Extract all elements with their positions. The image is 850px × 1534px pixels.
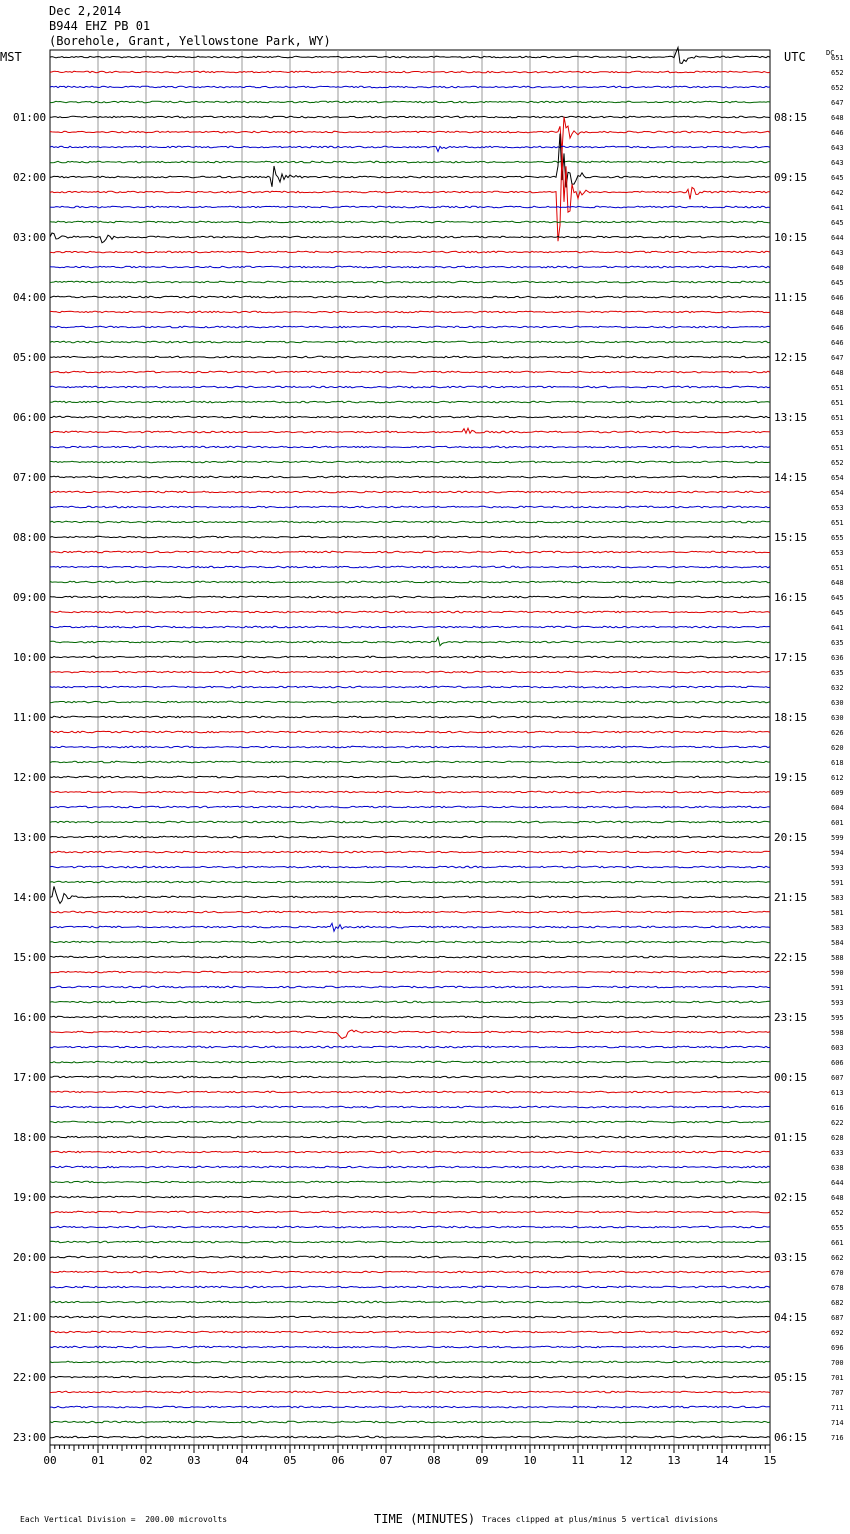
trace-line — [50, 971, 770, 973]
dc-offset-label: 652 — [831, 69, 844, 77]
trace-line — [50, 1316, 770, 1318]
trace-line — [50, 956, 770, 958]
mst-hour-label: 20:00 — [13, 1251, 47, 1264]
dc-offset-label: 701 — [831, 1374, 844, 1382]
mst-hour-label: 19:00 — [13, 1191, 47, 1204]
dc-offset-label: 653 — [831, 504, 844, 512]
trace-line — [50, 761, 770, 763]
dc-offset-label: 682 — [831, 1299, 844, 1307]
mst-hour-label: 06:00 — [13, 411, 47, 424]
trace-line — [50, 296, 770, 298]
trace-line — [50, 836, 770, 838]
trace-line — [50, 521, 770, 523]
dc-offset-label: 601 — [831, 819, 844, 827]
trace-line — [50, 476, 770, 478]
trace-line — [50, 596, 770, 598]
dc-offset-label: 645 — [831, 174, 844, 182]
trace-line — [50, 536, 770, 538]
trace-line — [50, 637, 770, 646]
mst-hour-label: 12:00 — [13, 771, 47, 784]
trace-line — [50, 1346, 770, 1348]
trace-line — [50, 281, 770, 283]
utc-hour-label: 04:15 — [774, 1311, 808, 1324]
trace-line — [50, 986, 770, 988]
trace-line — [50, 1211, 770, 1213]
trace-line — [50, 134, 770, 188]
dc-offset-label: 651 — [831, 399, 844, 407]
dc-offset-label: 603 — [831, 1044, 844, 1052]
trace-line — [50, 356, 770, 358]
dc-offset-label: 635 — [831, 669, 844, 677]
header-location: (Borehole, Grant, Yellowstone Park, WY) — [49, 34, 331, 48]
dc-offset-label: 692 — [831, 1329, 844, 1337]
mst-hour-label: 14:00 — [13, 891, 47, 904]
utc-hour-label: 05:15 — [774, 1371, 808, 1384]
dc-offset-label: 591 — [831, 879, 844, 887]
dc-offset-label: 644 — [831, 234, 844, 242]
trace-line — [50, 206, 770, 208]
dc-offset-label: 645 — [831, 279, 844, 287]
mst-hour-label: 16:00 — [13, 1011, 47, 1024]
dc-offset-label: 648 — [831, 309, 844, 317]
trace-line — [50, 866, 770, 868]
trace-line — [50, 776, 770, 778]
trace-line — [50, 233, 770, 243]
dc-offset-label: 647 — [831, 354, 844, 362]
dc-offset-label: 643 — [831, 144, 844, 152]
dc-offset-label: 652 — [831, 84, 844, 92]
dc-offset-label: 630 — [831, 714, 844, 722]
utc-hour-label: 21:15 — [774, 891, 808, 904]
dc-offset-label: 641 — [831, 204, 844, 212]
dc-offset-label: 651 — [831, 384, 844, 392]
dc-offset-label: 584 — [831, 939, 844, 947]
trace-line — [50, 1226, 770, 1228]
trace-line — [50, 1301, 770, 1303]
trace-line — [50, 806, 770, 808]
trace-line — [50, 311, 770, 313]
dc-offset-label: 598 — [831, 1029, 844, 1037]
x-tick-label: 01 — [91, 1454, 105, 1467]
dc-offset-label: 711 — [831, 1404, 844, 1412]
dc-offset-label: 628 — [831, 1134, 844, 1142]
dc-offset-label: 594 — [831, 849, 844, 857]
trace-line — [50, 686, 770, 688]
dc-offset-label: 613 — [831, 1089, 844, 1097]
trace-line — [50, 1406, 770, 1408]
dc-offset-label: 595 — [831, 1014, 844, 1022]
left-timezone-label: MST — [0, 50, 22, 64]
dc-offset-label: 700 — [831, 1359, 844, 1367]
dc-offset-label: 612 — [831, 774, 844, 782]
trace-line — [50, 326, 770, 328]
dc-offset-label: 646 — [831, 129, 844, 137]
mst-hour-label: 08:00 — [13, 531, 47, 544]
trace-line — [50, 923, 770, 931]
trace-line — [50, 161, 770, 163]
trace-line — [50, 1001, 770, 1003]
x-tick-label: 07 — [379, 1454, 393, 1467]
trace-line — [50, 886, 770, 903]
trace-line — [50, 791, 770, 793]
dc-offset-label: 662 — [831, 1254, 844, 1262]
trace-line — [50, 1436, 770, 1438]
x-tick-label: 04 — [235, 1454, 249, 1467]
mst-hour-label: 17:00 — [13, 1071, 47, 1084]
trace-line — [50, 626, 770, 628]
trace-line — [50, 101, 770, 103]
dc-offset-label: 638 — [831, 1164, 844, 1172]
trace-line — [50, 266, 770, 268]
trace-line — [50, 1331, 770, 1333]
trace-line — [50, 1016, 770, 1018]
dc-offset-label: 641 — [831, 624, 844, 632]
trace-line — [50, 1061, 770, 1063]
trace-line — [50, 1361, 770, 1363]
dc-offset-label: 590 — [831, 969, 844, 977]
dc-offset-label: 653 — [831, 549, 844, 557]
mst-hour-label: 01:00 — [13, 111, 47, 124]
dc-offset-label: 655 — [831, 1224, 844, 1232]
utc-hour-label: 09:15 — [774, 171, 808, 184]
scale-note: Each Vertical Division = 200.00 microvolts — [20, 1515, 228, 1524]
trace-line — [50, 1286, 770, 1288]
dc-offset-label: 687 — [831, 1314, 844, 1322]
utc-hour-label: 02:15 — [774, 1191, 808, 1204]
trace-line — [50, 701, 770, 703]
utc-hour-label: 15:15 — [774, 531, 808, 544]
dc-label: DC — [826, 49, 835, 57]
dc-offset-label: 635 — [831, 639, 844, 647]
trace-line — [50, 1121, 770, 1123]
mst-hour-label: 23:00 — [13, 1431, 47, 1444]
dc-offset-label: 607 — [831, 1074, 844, 1082]
trace-line — [50, 911, 770, 913]
dc-offset-label: 583 — [831, 894, 844, 902]
trace-line — [50, 146, 770, 151]
x-tick-label: 12 — [619, 1454, 633, 1467]
x-tick-label: 10 — [523, 1454, 537, 1467]
trace-line — [50, 1166, 770, 1168]
trace-line — [50, 851, 770, 853]
dc-offset-label: 591 — [831, 984, 844, 992]
utc-hour-label: 14:15 — [774, 471, 808, 484]
trace-line — [50, 386, 770, 388]
utc-hour-label: 11:15 — [774, 291, 808, 304]
x-tick-label: 03 — [187, 1454, 201, 1467]
trace-line — [50, 401, 770, 403]
mst-hour-label: 09:00 — [13, 591, 47, 604]
dc-offset-label: 609 — [831, 789, 844, 797]
dc-offset-label: 633 — [831, 1149, 844, 1157]
trace-line — [50, 1256, 770, 1258]
dc-offset-label: 583 — [831, 924, 844, 932]
mst-hour-label: 04:00 — [13, 291, 47, 304]
trace-line — [50, 941, 770, 943]
utc-hour-label: 12:15 — [774, 351, 808, 364]
mst-hour-label: 07:00 — [13, 471, 47, 484]
dc-offset-label: 651 — [831, 444, 844, 452]
utc-hour-label: 03:15 — [774, 1251, 808, 1264]
utc-hour-label: 17:15 — [774, 651, 808, 664]
utc-hour-label: 00:15 — [774, 1071, 808, 1084]
trace-line — [50, 416, 770, 418]
mst-hour-label: 21:00 — [13, 1311, 47, 1324]
dc-offset-label: 645 — [831, 594, 844, 602]
dc-offset-label: 643 — [831, 159, 844, 167]
dc-offset-label: 604 — [831, 804, 844, 812]
dc-offset-label: 654 — [831, 489, 844, 497]
trace-line — [50, 731, 770, 733]
dc-offset-label: 626 — [831, 729, 844, 737]
dc-offset-label: 654 — [831, 474, 844, 482]
trace-line — [50, 716, 770, 718]
trace-line — [50, 71, 770, 73]
utc-hour-label: 01:15 — [774, 1131, 808, 1144]
dc-offset-label: 655 — [831, 534, 844, 542]
x-tick-label: 09 — [475, 1454, 489, 1467]
dc-offset-label: 645 — [831, 609, 844, 617]
dc-offset-label: 593 — [831, 864, 844, 872]
utc-hour-label: 18:15 — [774, 711, 808, 724]
x-tick-label: 00 — [43, 1454, 57, 1467]
trace-line — [50, 1106, 770, 1108]
clip-note: Traces clipped at plus/minus 5 vertical divisions — [482, 1515, 719, 1524]
dc-offset-label: 647 — [831, 99, 844, 107]
trace-line — [50, 1421, 770, 1423]
trace-line — [50, 428, 770, 433]
utc-hour-label: 23:15 — [774, 1011, 808, 1024]
x-tick-label: 15 — [763, 1454, 777, 1467]
dc-offset-label: 716 — [831, 1434, 844, 1442]
mst-hour-label: 02:00 — [13, 171, 47, 184]
trace-line — [50, 1136, 770, 1138]
utc-hour-label: 16:15 — [774, 591, 808, 604]
right-timezone-label: UTC — [784, 50, 806, 64]
trace-line — [50, 1151, 770, 1153]
trace-line — [50, 611, 770, 613]
dc-offset-label: 643 — [831, 249, 844, 257]
trace-line — [50, 1241, 770, 1243]
mst-hour-label: 22:00 — [13, 1371, 47, 1384]
dc-offset-label: 648 — [831, 1194, 844, 1202]
trace-line — [50, 1181, 770, 1183]
trace-line — [50, 371, 770, 373]
x-tick-label: 08 — [427, 1454, 441, 1467]
dc-offset-label: 632 — [831, 684, 844, 692]
dc-offset-label: 640 — [831, 264, 844, 272]
dc-offset-label: 646 — [831, 294, 844, 302]
utc-hour-label: 10:15 — [774, 231, 808, 244]
trace-line — [50, 221, 770, 223]
dc-offset-label: 645 — [831, 219, 844, 227]
trace-line — [50, 1271, 770, 1273]
trace-line — [50, 506, 770, 508]
trace-line — [50, 821, 770, 823]
x-tick-label: 13 — [667, 1454, 681, 1467]
dc-offset-label: 618 — [831, 759, 844, 767]
utc-hour-label: 20:15 — [774, 831, 808, 844]
trace-line — [50, 1030, 770, 1039]
x-axis-title: TIME (MINUTES) — [374, 1512, 476, 1526]
dc-offset-label: 642 — [831, 189, 844, 197]
dc-offset-label: 620 — [831, 744, 844, 752]
trace-line — [50, 341, 770, 343]
mst-hour-label: 10:00 — [13, 651, 47, 664]
dc-offset-label: 707 — [831, 1389, 844, 1397]
utc-hour-label: 13:15 — [774, 411, 808, 424]
trace-line — [50, 1046, 770, 1048]
header-station: B944 EHZ PB 01 — [49, 19, 151, 33]
trace-line — [50, 1196, 770, 1198]
dc-offset-label: 644 — [831, 1179, 844, 1187]
dc-offset-label: 651 — [831, 519, 844, 527]
mst-hour-label: 18:00 — [13, 1131, 47, 1144]
trace-line — [50, 461, 770, 463]
dc-offset-label: 622 — [831, 1119, 844, 1127]
trace-line — [50, 251, 770, 253]
trace-line — [50, 746, 770, 748]
trace-line — [50, 86, 770, 88]
mst-hour-label: 11:00 — [13, 711, 47, 724]
dc-offset-label: 636 — [831, 654, 844, 662]
dc-offset-label: 648 — [831, 114, 844, 122]
mst-hour-label: 13:00 — [13, 831, 47, 844]
dc-offset-label: 606 — [831, 1059, 844, 1067]
mst-hour-label: 15:00 — [13, 951, 47, 964]
dc-offset-label: 646 — [831, 339, 844, 347]
utc-hour-label: 22:15 — [774, 951, 808, 964]
dc-offset-label: 696 — [831, 1344, 844, 1352]
header-date: Dec 2,2014 — [49, 4, 122, 18]
dc-offset-label: 652 — [831, 1209, 844, 1217]
trace-line — [50, 551, 770, 553]
trace-line — [50, 566, 770, 568]
dc-offset-label: 652 — [831, 459, 844, 467]
utc-hour-label: 08:15 — [774, 111, 808, 124]
trace-line — [50, 446, 770, 448]
trace-line — [50, 116, 770, 118]
trace-line — [50, 656, 770, 658]
trace-line — [50, 1076, 770, 1078]
trace-line — [50, 671, 770, 673]
dc-offset-label: 630 — [831, 699, 844, 707]
dc-offset-label: 651 — [831, 54, 844, 62]
dc-offset-label: 593 — [831, 999, 844, 1007]
trace-line — [50, 1091, 770, 1093]
dc-offset-label: 588 — [831, 954, 844, 962]
trace-line — [50, 881, 770, 883]
trace-line — [50, 1376, 770, 1378]
trace-line — [50, 581, 770, 583]
mst-hour-label: 05:00 — [13, 351, 47, 364]
utc-hour-label: 06:15 — [774, 1431, 808, 1444]
dc-offset-label: 678 — [831, 1284, 844, 1292]
dc-offset-label: 581 — [831, 909, 844, 917]
dc-offset-label: 661 — [831, 1239, 844, 1247]
x-tick-label: 14 — [715, 1454, 729, 1467]
dc-offset-label: 599 — [831, 834, 844, 842]
dc-offset-label: 648 — [831, 369, 844, 377]
dc-offset-label: 616 — [831, 1104, 844, 1112]
dc-offset-label: 670 — [831, 1269, 844, 1277]
trace-line — [50, 150, 770, 241]
x-tick-label: 02 — [139, 1454, 153, 1467]
trace-line — [50, 1391, 770, 1393]
trace-line — [50, 491, 770, 493]
dc-offset-label: 651 — [831, 414, 844, 422]
dc-offset-label: 651 — [831, 564, 844, 572]
x-tick-label: 11 — [571, 1454, 585, 1467]
dc-offset-label: 646 — [831, 324, 844, 332]
x-tick-label: 05 — [283, 1454, 297, 1467]
dc-offset-label: 653 — [831, 429, 844, 437]
dc-offset-label: 714 — [831, 1419, 844, 1427]
utc-hour-label: 19:15 — [774, 771, 808, 784]
dc-offset-label: 648 — [831, 579, 844, 587]
mst-hour-label: 03:00 — [13, 231, 47, 244]
x-tick-label: 06 — [331, 1454, 345, 1467]
